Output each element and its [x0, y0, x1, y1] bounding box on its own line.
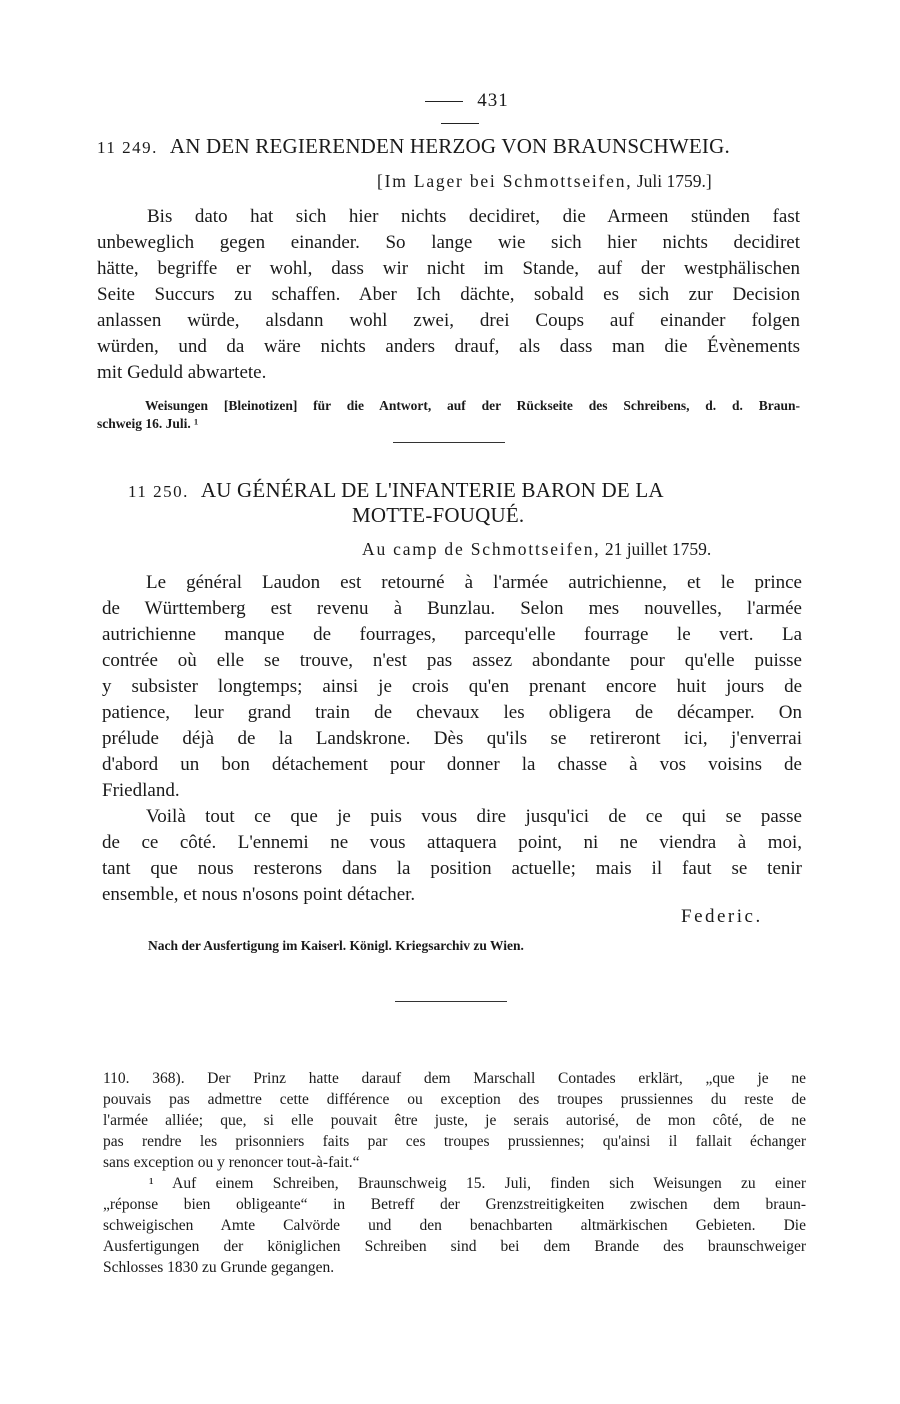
letter1-dateline-place: [Im Lager bei Schmottseifen, — [377, 171, 633, 191]
letter2-number: 11 250. — [128, 482, 189, 501]
letter2-heading — [128, 478, 664, 503]
letter1-body-line: mit Geduld abwartete. — [97, 362, 267, 383]
letter2-body-line: y subsister longtemps; ainsi je crois qu'en prenant encore huit jours de — [102, 676, 802, 697]
letter1-body-line: hätte, begriffe er wohl, dass wir nicht im Stande, auf der westphälischen — [97, 258, 800, 279]
footnote-line: Schlosses 1830 zu Grunde gegangen. — [103, 1259, 335, 1276]
page-number — [380, 90, 540, 134]
letter2-body-line: ensemble, et nous n'osons point détacher. — [102, 884, 416, 905]
letter2-body-line: tant que nous resterons dans la position actuelle; mais il faut se tenir — [102, 858, 802, 879]
page-number-dash-right — [441, 123, 479, 124]
footnote-line: ¹ Auf einem Schreiben, Braunschweig 15. Juli, finden sich Weisungen zu einer — [149, 1175, 806, 1192]
letter1-number: 11 249. — [97, 138, 158, 157]
footnotes — [103, 1068, 806, 1278]
letter1-title: AN DEN REGIERENDEN HERZOG VON BRAUNSCHWEIG. — [169, 134, 730, 158]
letter2-body-line: Friedland. — [102, 780, 180, 801]
letter2-dateline-date: 21 juillet 1759. — [604, 539, 712, 559]
footnote-line: l'armée alliée; que, si elle pouvait être juste, je serais autorisé, de mon côté, de ne — [103, 1112, 806, 1129]
letter2-title-line1: AU GÉNÉRAL DE L'INFANTERIE BARON DE LA — [200, 478, 664, 502]
letter2-source-note: Nach der Ausfertigung im Kaiserl. Königl. Kriegsarchiv zu Wien. — [148, 938, 524, 953]
letter1-body — [97, 204, 800, 386]
letter2-dateline — [362, 539, 711, 560]
letter2-body-line: patience, leur grand train de chevaux les obligera de décamper. On — [102, 702, 802, 723]
letter2-body-line: autrichienne manque de fourrages, parcequ'elle fourrage le vert. La — [102, 624, 802, 645]
letter2-body-line: prélude déjà de la Landskrone. Dès qu'ils se retireront ici, j'enverrai — [102, 728, 802, 749]
letter1-heading — [97, 134, 730, 159]
letter2-dateline-place: Au camp de Schmottseifen, — [362, 539, 601, 559]
letter2-body-line: Voilà tout ce que je puis vous dire jusqu'ici de ce qui se passe — [146, 806, 802, 827]
letter1-body-line: Seite Succurs zu schaffen. Aber Ich dächte, sobald es sich zur Decision — [97, 284, 800, 305]
letter2-body-line: d'abord un bon détachement pour donner la chasse à vos voisins de — [102, 754, 802, 775]
footnote-line: 110. 368). Der Prinz hatte darauf dem Marschall Contades erklärt, „que je ne — [103, 1070, 806, 1087]
letter2-body — [102, 570, 802, 908]
footnote-line: sans exception ou y renoncer tout-à-fait.“ — [103, 1154, 360, 1171]
page-number-text: 431 — [477, 90, 509, 111]
letter1-note-line: Weisungen [Bleinotizen] für die Antwort, auf der Rückseite des Schreibens, d. d. Braun- — [145, 398, 800, 413]
signature: Federic. — [681, 906, 763, 927]
letter1-body-line: würden, und da wäre nichts anders drauf, als dass man die Évènements — [97, 336, 800, 357]
footnote-line: pas rendre les prisonniers faits par ces troupes prussiennes; qu'ainsi il fallait échanger — [103, 1133, 806, 1150]
section-divider — [395, 1001, 507, 1002]
footnote-line: „réponse bien obligeante“ in Betreff der Grenzstreitigkeiten zwischen dem braun- — [103, 1196, 806, 1213]
letter1-body-line: unbeweglich gegen einander. So lange wie sich hier nichts decidiret — [97, 232, 800, 253]
letter1-body-line: anlassen würde, alsdann wohl zwei, drei Coups auf einander folgen — [97, 310, 800, 331]
letter2-title-line2: MOTTE-FOUQUÉ. — [352, 503, 525, 527]
page-number-dash-left — [425, 101, 463, 102]
letter1-dateline-date: Juli 1759.] — [636, 171, 712, 191]
letter2-body-line: contrée où elle se trouve, n'est pas assez abondante pour qu'elle puisse — [102, 650, 802, 671]
letter1-note-line: schweig 16. Juli. ¹ — [97, 416, 199, 431]
letter2-body-line: Le général Laudon est retourné à l'armée autrichienne, et le prince — [146, 572, 802, 593]
section-divider — [393, 442, 505, 443]
footnote-line: pouvais pas admettre cette différence ou exception des troupes prussiennes du reste de — [103, 1091, 806, 1108]
letter2-body-line: de ce côté. L'ennemi ne vous attaquera point, ni ne viendra à moi, — [102, 832, 802, 853]
letter1-dateline — [377, 171, 712, 192]
letter1-body-line: Bis dato hat sich hier nichts decidiret, die Armeen stünden fast — [147, 206, 800, 227]
letter1-editorial-note — [97, 397, 800, 433]
footnote-line: Ausfertigungen der königlichen Schreiben sind bei dem Brande des braunschweiger — [103, 1238, 806, 1255]
footnote-line: schweigischen Amte Calvörde und den benachbarten altmärkischen Gebieten. Die — [103, 1217, 806, 1234]
letter2-body-line: de Württemberg est revenu à Bunzlau. Selon mes nouvelles, l'armée — [102, 598, 802, 619]
